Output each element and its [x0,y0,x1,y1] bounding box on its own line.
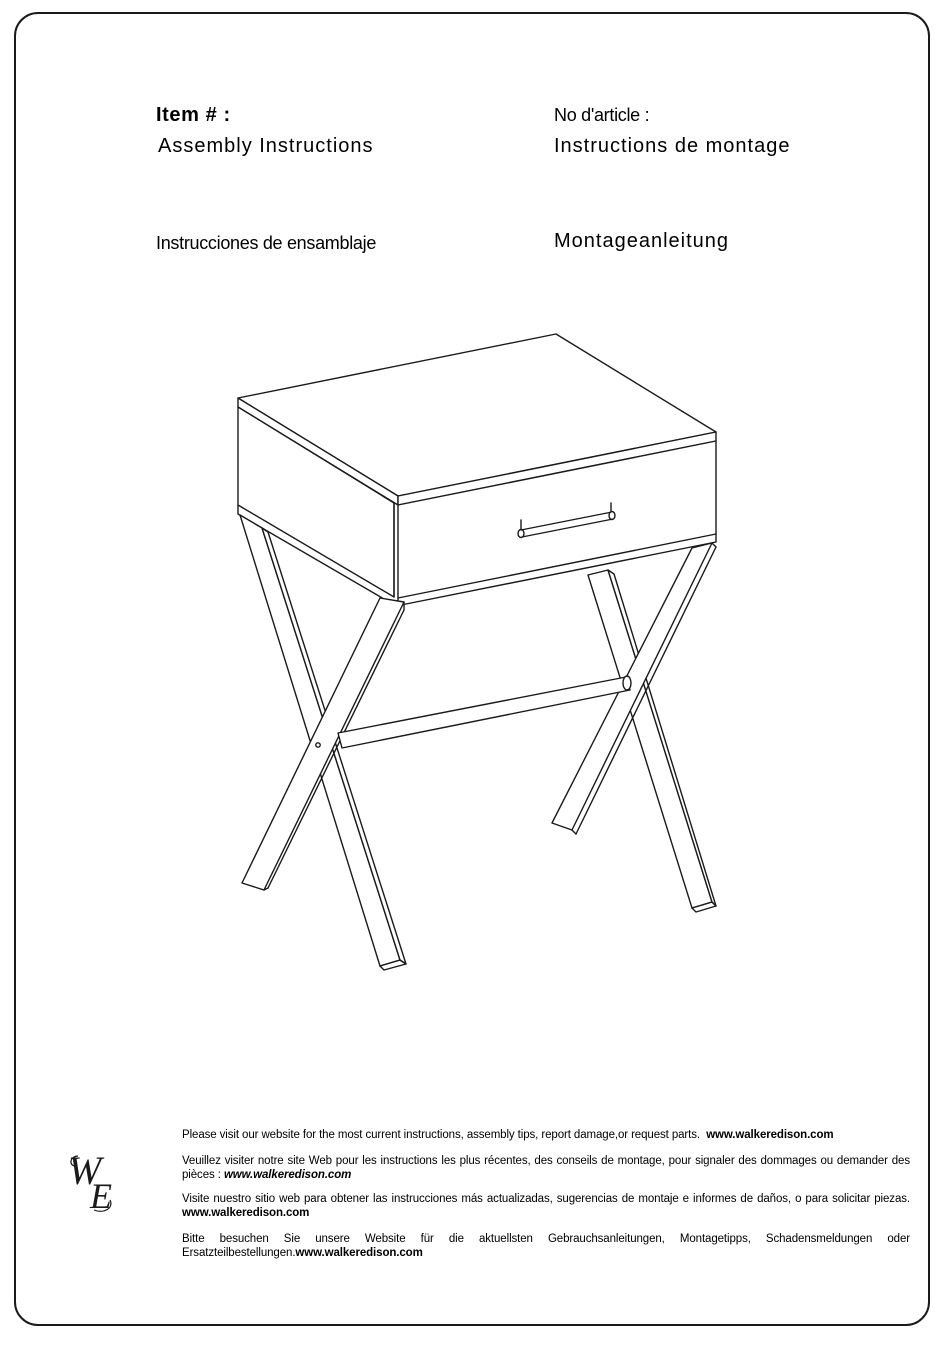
footer-fr-text: Veuillez visiter notre site Web pour les instructions les plus récentes, des conseils de montage, pour signaler des dommages ou demander des pièces : [182,1155,910,1181]
footer-fr-url[interactable]: www.walkeredison.com [223,1169,352,1181]
footer-es-url[interactable]: www.walkeredison.com [182,1207,310,1219]
assembly-instructions-es: Instrucciones de ensamblaje [156,233,377,253]
assembly-instructions-en: Assembly Instructions [158,135,374,157]
walker-edison-monogram-logo [64,1148,134,1218]
svg-text:E: E [90,1176,112,1216]
footer-fr [182,1154,910,1182]
footer-de-url[interactable]: www.walkeredison.com [295,1247,423,1259]
item-number-label: Item # : [156,104,231,126]
footer-es [182,1192,910,1220]
assembly-instructions-fr: Instructions de montage [554,135,791,157]
footer-en-text: Please visit our website for the most current instructions, assembly tips, report damage,or request parts. [182,1129,700,1141]
footer-de-text: Bitte besuchen Sie unsere Website für die aktuellsten Gebrauchsanleitungen, Montagetipps, Schadensmeldungen oder Ersatzteilbestellungen. [182,1233,910,1259]
footer-en-url[interactable]: www.walkeredison.com [706,1129,834,1141]
item-number-label-fr: No d'article : [554,105,650,125]
assembly-instructions-de: Montageanleitung [554,230,730,252]
stretcher-bar [338,676,631,748]
footer-es-text: Visite nuestro sitio web para obtener las instrucciones más actualizadas, sugerencias de montaje e informes de daños, o para solicitar piezas. [182,1193,910,1205]
footer-en [182,1128,910,1142]
front-right-x-leg [552,543,716,912]
footer-de [182,1232,910,1260]
svg-text:W: W [68,1148,102,1193]
